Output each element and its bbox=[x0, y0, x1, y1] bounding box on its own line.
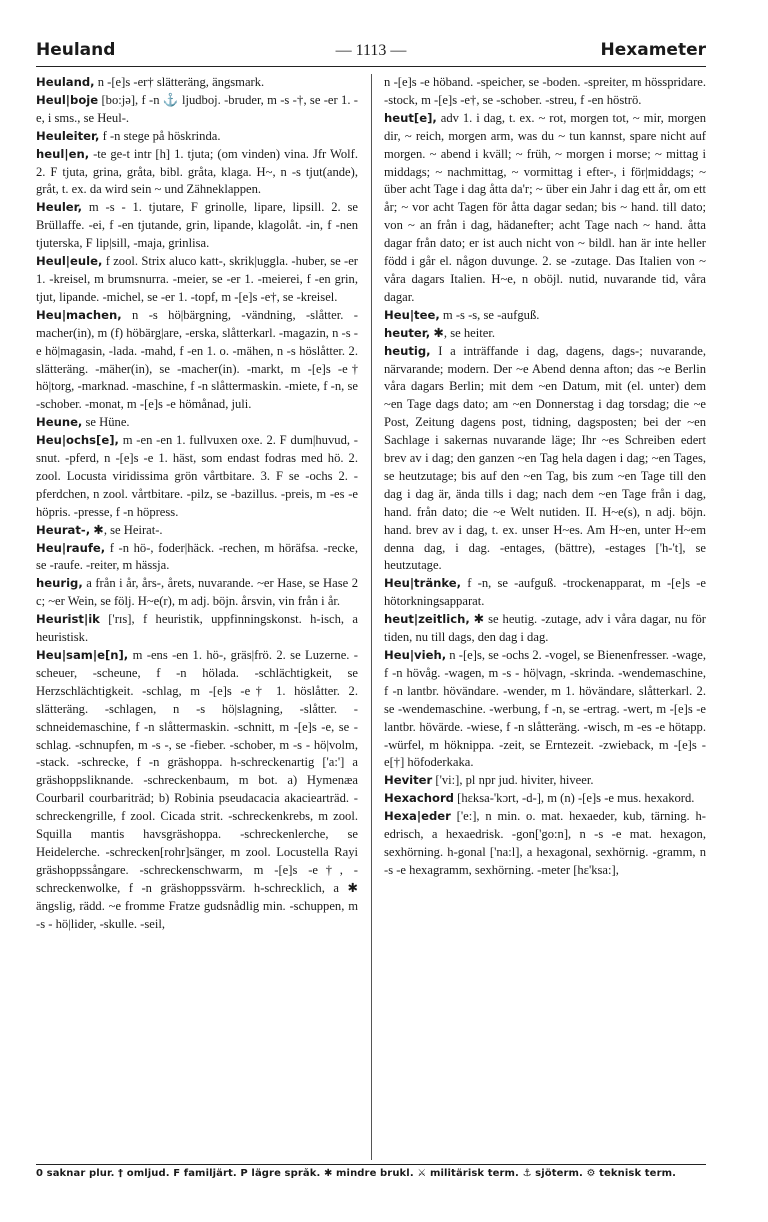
dictionary-entry bbox=[36, 146, 358, 200]
entry-definition: m -s - 1. tjutare, F grinolle, lipare, lipsill. 2. se Brüllaffe. -ei, f -en tjutande, grin, lipande, klagolåt. -in, f -nen tjuterska, F lip|sill, -maja, grinlisa. bbox=[36, 200, 358, 251]
entry-headword: Heu|tee, bbox=[384, 307, 440, 322]
dictionary-entry bbox=[36, 253, 358, 307]
entry-definition: [bo:jə], f -n ⚓ ljudboj. -bruder, m -s -†, se -er 1. -e, i sms., se Heul-. bbox=[36, 92, 358, 125]
entry-definition: n -s hö|bärgning, -vändning, -slåtter. -macher(in), m (f) höbärg|are, -erska, slåtterkarl. -magazin, n -s -e hö|magasin, -lada. -mahd, f -en 1. o. -mähen, n -s höslåtter. 2. slätteräng. -mäher(in), se -macher(in). -markt, m -[e]s -e† hö|torg, -marknad. -maschine, f -n slåttermaskin. -miete, f -n, se -schober. -monat, m -[e]s -e hömånad, juli. bbox=[36, 307, 358, 412]
entry-definition: se Hüne. bbox=[82, 415, 130, 430]
dictionary-entry bbox=[36, 647, 358, 934]
dictionary-entry bbox=[384, 110, 706, 307]
entry-definition: -te ge-t intr [h] 1. tjuta; (om vinden) vina. Jfr Wolf. 2. F tjuta, grina, gråta, bibl. gråta, klaga. H~, n -s tjut(ande), gråt, t. ex. da wird sein ~ und Zähneklappen. bbox=[36, 146, 358, 197]
entry-definition: m -s -s, se -aufguß. bbox=[439, 307, 540, 322]
entry-definition: n -[e]s, se -ochs 2. -vogel, se Bienenfresser. -wage, f -n hövåg. -wagen, m -s - hö|vagn, -skrinda. -wendemaschine, f -n lantbr. hövändare. -wender, m 1. hövändare, slåtterkarl. 2. se -wendemaschine. -werbung, f -n, se -ertrag. -wert, m -[e]s -e lantbr. hövärde. -wiese, f -n slåtteräng. -wisch, m -es -e hötapp. -würfel, m höknippa. -zeit, se Erntezeit. -zwieback, m -[e]s -e[†] höfoderkaka. bbox=[384, 648, 706, 770]
entry-definition: f -n stege på höskrinda. bbox=[99, 128, 221, 143]
entry-definition: adv 1. i dag, t. ex. ~ rot, morgen tot, ~ mir, morgen dir, ~ reich, morgen arm, was du ~ tun kannst, spare nicht auf morgen. ~ abend i kväll; ~ früh, ~ morgen i morse; ~ mittag i middags; ~ nachmittag, ~ vormittag i efter-, i för|middags; ~ über acht Tage i dag åtta da'r; ~ über ein Jahr i dag ett år, om ett år; ~ vor acht Tagen för åtta dagar sedan; bis ~ hand. till dato; von ~ an från i dag, hädanefter; acht Tage nach ~ hand. åtta dagar från dato; er ist auch nicht von ~ bildl. han är inte heller född i går el. någon duvunge. 2. se -zutage. Das Italien von ~ våra dagars Italien. H~e, n oböjl. nutid, nuvarande tid, våra dagar. bbox=[384, 110, 706, 304]
entry-headword: heut|zeitlich, bbox=[384, 612, 470, 627]
entry-headword: Hexachord bbox=[384, 791, 454, 806]
page-number: — 1113 — bbox=[335, 42, 407, 59]
entry-headword: Heu|vieh, bbox=[384, 648, 447, 662]
dictionary-entry bbox=[36, 128, 358, 146]
header-left-guide-word: Heuland bbox=[36, 40, 116, 60]
entry-definition: ['rɪs], f heuristik, uppfinningskonst. h-isch, a heuristisk. bbox=[36, 612, 358, 645]
entry-definition: ✱, se heiter. bbox=[430, 325, 495, 340]
entry-headword: Heurat-, bbox=[36, 522, 91, 537]
entry-definition: [hɛksa-'kɔrt, -d-], m (n) -[e]s -e mus. hexakord. bbox=[453, 791, 695, 806]
entry-headword: Heuleiter, bbox=[36, 128, 100, 143]
entry-definition: m -en -en 1. fullvuxen oxe. 2. F dum|huvud, -snut. -pferd, n -[e]s -e 1. häst, som endast fodras med hö. 2. zool. Locusta viridissima grön vårtbitare. 3. F se -ochs 2. -pferdchen, n zool. vårtbitare. -pilz, se -bazillus. -preis, m -es -e höpris. -presse, f -n höpress. bbox=[36, 433, 358, 519]
entry-headword: Heurist|ik bbox=[36, 612, 100, 627]
entry-headword: Heu|machen, bbox=[36, 307, 122, 322]
dictionary-entry bbox=[384, 772, 706, 790]
entry-definition: ✱ se heutig. -zutage, adv i våra dagar, nu för tiden, nu till dags, den dag i dag. bbox=[384, 612, 706, 645]
entry-definition: n -[e]s -er† slätteräng, ängsmark. bbox=[94, 75, 265, 89]
entry-headword: heurig, bbox=[36, 576, 83, 591]
entry-headword: Heu|sam|e[n], bbox=[36, 648, 129, 662]
dictionary-entry bbox=[384, 611, 706, 647]
page-header bbox=[36, 40, 706, 66]
entry-definition: ['e:], n min. o. mat. hexaeder, kub, tärning. h-edrisch, a hexaedrisk. -gon['go:n], n -s -e mat. hexagon, sexhörning. h-gonal ['na:l], a hexagonal, sexhörnig. -gramm, n -s -e hexagramm, sexhörning. -meter [hɛ'ksa:], bbox=[384, 809, 706, 877]
dictionary-entry bbox=[36, 611, 358, 647]
entry-headword: heuter, bbox=[384, 325, 431, 340]
entry-headword: Heu|tränke, bbox=[384, 576, 462, 591]
entry-definition: f -n, se -aufguß. -trockenapparat, m -[e]s -e hötorkningsapparat. bbox=[384, 576, 706, 609]
dictionary-entry bbox=[384, 74, 706, 110]
dictionary-entry bbox=[384, 575, 706, 611]
entry-headword: Heu|ochs[e], bbox=[36, 433, 119, 448]
entry-definition: ✱, se Heirat-. bbox=[90, 522, 163, 537]
entry-headword: Heu|raufe, bbox=[36, 540, 106, 555]
dictionary-entry bbox=[36, 575, 358, 611]
dictionary-entry bbox=[36, 199, 358, 253]
abbreviation-legend: 0 saknar plur. † omljud. F familjärt. P lägre språk. ✱ mindre brukl. ⚔ militärisk term. ⚓ sjöterm. ⚙ teknisk term. bbox=[36, 1168, 677, 1179]
dictionary-entry bbox=[36, 74, 358, 92]
header-right-guide-word: Hexameter bbox=[600, 40, 706, 60]
dictionary-entry bbox=[384, 808, 706, 880]
dictionary-entry bbox=[384, 307, 706, 325]
entry-definition: m -ens -en 1. hö-, gräs|frö. 2. se Luzerne. -scheuer, -scheune, f -n hölada. -schlächtigkeit, se Herzschlächtigkeit. -schlag, m -[e]s -e† 1. höslåtter. 2. slätteräng. -schlagen, n -s hö|slagning, -slåtter. -schneidemaschine, f -n slåttermaskin. -schnitt, m -[e]s -e, se -schlag. -schnupfen, m -s -, se -fieber. -schober, m -s - hö|volm, -stack. -schrecke, f -n gräshoppa. h-schreckenartig ['a:'] a gräshoppsliknande. -schreckenbaum, m bot. a) Hymenæa Courbaril courbariträd; b) Robinia pseudacacia akaciearträd. -schreckengrille, f zool. Cicada strit. -schreckenkrebs, m zool. Squilla mantis havsgräshoppa. -schreckenlerche, se Heidelerche. -schrecken[rohr]sänger, m zool. Locustella Rayi gräshoppssångare. -schreckenschwarm, m -[e]s -e†, -schreckenwolke, f -n gräshoppssvärm. h-schrecklich, a ✱ ängslig, rädd. ~e fromme Fratze gudsnådlig min. -schuppen, m -s - hö|lider, -skulle. -seil, bbox=[36, 648, 358, 931]
dictionary-entry bbox=[384, 647, 706, 772]
dictionary-entry bbox=[384, 790, 706, 808]
entry-definition: ['vi:], pl npr jud. hiviter, hiveer. bbox=[432, 773, 594, 788]
entry-definition: a från i år, års-, årets, nuvarande. ~er Hase, se Hase 2 c; ~er Wein, se följ. H~e(r), m adj. böjn. årsvin, vin från i år. bbox=[36, 576, 358, 609]
dictionary-entry bbox=[36, 522, 358, 540]
header-rule bbox=[36, 66, 706, 67]
entry-definition: f -n hö-, foder|häck. -rechen, m höräfsa. -recke, se -raufe. -reiter, m hässja. bbox=[36, 540, 358, 573]
entry-headword: Hexa|eder bbox=[384, 809, 451, 824]
entry-headword: heut[e], bbox=[384, 110, 437, 125]
dictionary-entry bbox=[384, 325, 706, 343]
entry-headword: heutig, bbox=[384, 343, 431, 358]
entry-headword: Heul|boje bbox=[36, 92, 99, 107]
entry-headword: heul|en, bbox=[36, 146, 90, 161]
dictionary-entry bbox=[384, 343, 706, 576]
entry-headword: Heuland, bbox=[36, 75, 95, 89]
footer-rule bbox=[36, 1164, 706, 1165]
dictionary-entry bbox=[36, 92, 358, 128]
entry-headword: Heuler, bbox=[36, 200, 83, 215]
entry-definition: n -[e]s -e höband. -speicher, se -boden. -spreiter, m hösspridare. -stock, m -[e]s -e†, se -schober. -streu, f -en höströ. bbox=[384, 75, 706, 107]
column-divider bbox=[371, 74, 372, 1160]
dictionary-entry bbox=[36, 432, 358, 522]
dictionary-entry bbox=[36, 307, 358, 414]
dictionary-entry bbox=[36, 540, 358, 576]
entry-headword: Heul|eule, bbox=[36, 254, 103, 269]
right-column bbox=[384, 74, 706, 1160]
left-column bbox=[36, 74, 358, 1160]
entry-headword: Heune, bbox=[36, 415, 83, 430]
entry-definition: f zool. Strix aluco katt-, skrik|uggla. -huber, se -er 1. -kreisel, m brumsnurra. -meier, se -er 1. -meierei, f -en grin, tjut, lipande. -michel, se -er 1. -topf, m -[e]s -e†, se -kreisel. bbox=[36, 254, 358, 304]
dictionary-entry bbox=[36, 414, 358, 432]
entry-headword: Heviter bbox=[384, 773, 433, 788]
entry-definition: I a inträffande i dag, dagens, dags-; nuvarande, närvarande; modern. Der ~e Abend denna afton; das ~e Berlin våra dagars Berlin; mit dem ~en Datum, mit (el. unter) dem ~en Tage dags dato; am ~en Donnerstag i dag torsdag; die ~e Post, Zeitung dagens post, tidning, dagsposten; bei der ~en Sachlage i sakernas nuvarande läge; Ihr ~es Schreiben edert brev av i dag; den ganzen ~en Tag hela dagen i dag; ~en Tages, se heutzutage; bis auf den ~en Tag, bis zum ~en Tage till den dag i dag är, ända tills i dag; nach dem ~en Tage från i dag, hand. från dato; die ~e Welt nutiden. II. H~e(s), n adj. böjn. hand. brev av i dag, t. ex. unser H~es. Am H~en, unter H~em denna dag, i dag. -entages, (bättre), -estages ['h-'t], se heutzutage. bbox=[384, 343, 706, 573]
